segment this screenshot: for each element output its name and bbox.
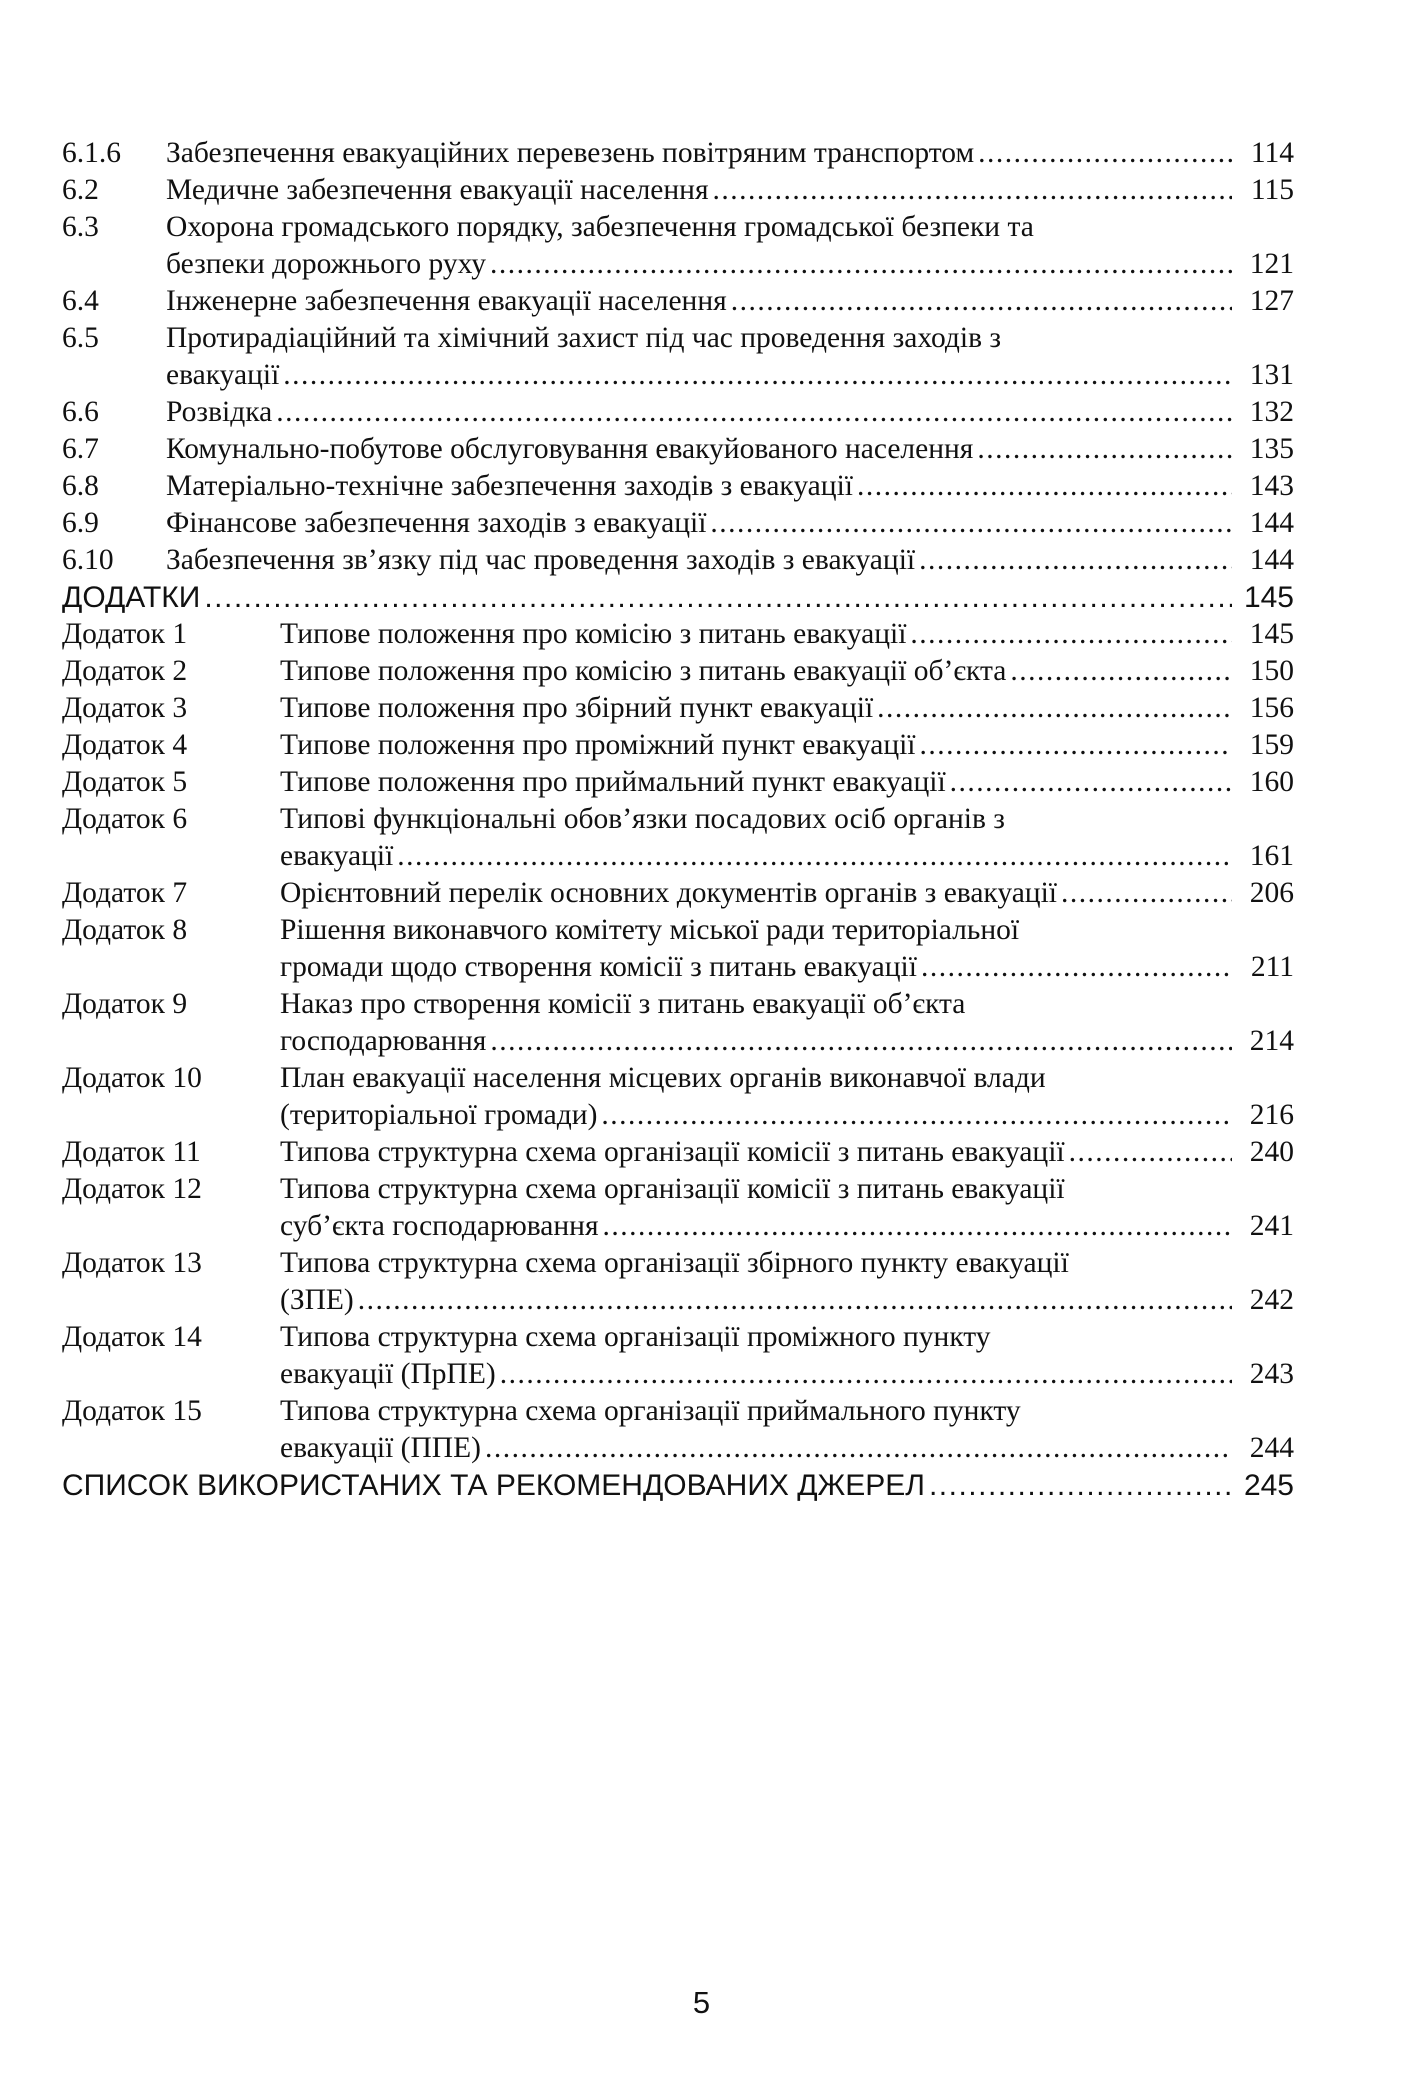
- toc-entry: [62, 505, 1294, 542]
- toc-entry-title: Наказ про створення комісії з питань евакуації об’єкта: [280, 988, 966, 1020]
- toc-entry-title: Типова структурна схема організації комісії з питань евакуації: [280, 1136, 1065, 1168]
- dot-leader: [919, 542, 1232, 579]
- dot-leader: [485, 1430, 1232, 1467]
- toc-entry-line: [62, 1356, 1294, 1393]
- toc-entry-line: [62, 727, 1294, 764]
- toc-entry: [62, 1393, 1294, 1467]
- toc-entry-number: Додаток 7: [62, 877, 188, 909]
- toc-entry-line: [62, 172, 1294, 209]
- toc-entry-line: [62, 1023, 1294, 1060]
- dot-leader: [283, 357, 1232, 394]
- dot-leader: [204, 579, 1232, 616]
- toc-entry-line: [62, 764, 1294, 801]
- toc-entry: [62, 468, 1294, 505]
- toc-entry-title: Інженерне забезпечення евакуації населення: [166, 285, 727, 317]
- toc-entry-number: 6.3: [62, 211, 99, 243]
- toc-entry-line: [62, 1393, 1294, 1430]
- toc-entry-number: Додаток 2: [62, 655, 188, 687]
- toc-entry-line: [62, 468, 1294, 505]
- toc-entry-page: 121: [1249, 248, 1294, 280]
- toc-entry-title: Матеріально-технічне забезпечення заходів з евакуації: [166, 470, 853, 502]
- dot-leader: [929, 1467, 1232, 1504]
- toc-entry-line: [62, 1430, 1294, 1467]
- dot-leader: [977, 431, 1232, 468]
- toc-entry: [62, 283, 1294, 320]
- toc-entry-number: Додаток 9: [62, 988, 188, 1020]
- toc-entry-title: (територіальної громади): [280, 1099, 598, 1131]
- toc-entry-number: Додаток 12: [62, 1173, 202, 1205]
- dot-leader: [910, 616, 1232, 653]
- page-number: 5: [692, 1985, 711, 2020]
- toc-entry-number: 6.6: [62, 396, 99, 428]
- toc-entry-title: евакуації: [166, 359, 280, 391]
- toc-entry-page: 161: [1249, 840, 1294, 872]
- dot-leader: [1069, 1134, 1232, 1171]
- toc-entry-title: Розвідка: [166, 396, 273, 428]
- toc-entry-title: громади щодо створення комісії з питань евакуації: [280, 951, 917, 983]
- toc-entry-line: [62, 579, 1294, 616]
- toc-entry-title: Протирадіаційний та хімічний захист під час проведення заходів з: [166, 322, 1002, 354]
- dot-leader: [397, 838, 1232, 875]
- toc-entry: [62, 764, 1294, 801]
- toc-entry-title: Типове положення про комісію з питань евакуації об’єкта: [280, 655, 1007, 687]
- toc-entry-page: 211: [1250, 951, 1294, 983]
- toc-entry-title: Комунально-побутове обслуговування евакуйованого населення: [166, 433, 974, 465]
- toc-entry-number: 6.7: [62, 433, 99, 465]
- toc-entry: [62, 135, 1294, 172]
- toc-entry: [62, 209, 1294, 283]
- toc-entry: [62, 579, 1294, 616]
- toc-entry-title: Охорона громадського порядку, забезпечення громадської безпеки та: [166, 211, 1034, 243]
- toc-entry: [62, 801, 1294, 875]
- toc-entry-number: 6.8: [62, 470, 99, 502]
- toc-entry-line: [62, 616, 1294, 653]
- toc-entry-line: [62, 1208, 1294, 1245]
- toc-entry-line: [62, 690, 1294, 727]
- toc-entry-title: СПИСОК ВИКОРИСТАНИХ ТА РЕКОМЕНДОВАНИХ ДЖЕРЕЛ: [62, 1469, 925, 1502]
- toc-entry-page: 245: [1243, 1469, 1294, 1502]
- toc-entry-line: [62, 209, 1294, 246]
- toc-entry-page: 131: [1249, 359, 1294, 391]
- toc-entry: [62, 1171, 1294, 1245]
- toc-entry-title: Медичне забезпечення евакуації населення: [166, 174, 709, 206]
- toc-entry-line: [62, 1097, 1294, 1134]
- toc-entry-page: 241: [1249, 1210, 1294, 1242]
- toc-entry-line: [62, 357, 1294, 394]
- toc-entry-number: Додаток 3: [62, 692, 188, 724]
- toc-entry-line: [62, 875, 1294, 912]
- dot-leader: [713, 172, 1232, 209]
- toc-entry-line: [62, 542, 1294, 579]
- toc-entry: [62, 727, 1294, 764]
- toc-entry-line: [62, 505, 1294, 542]
- toc-entry-page: 145: [1243, 581, 1294, 614]
- toc-entry: [62, 394, 1294, 431]
- toc-entry-title: Типове положення про збірний пункт евакуації: [280, 692, 874, 724]
- toc-entry-title: Типове положення про проміжний пункт евакуації: [280, 729, 916, 761]
- toc-entry-line: [62, 283, 1294, 320]
- toc-entry-number: 6.5: [62, 322, 99, 354]
- toc-entry-number: 6.1.6: [62, 137, 121, 169]
- toc-entry: [62, 172, 1294, 209]
- dot-leader: [358, 1282, 1232, 1319]
- toc-entry-title: безпеки дорожнього руху: [166, 248, 486, 280]
- toc-entry: [62, 1245, 1294, 1319]
- toc-entry-line: [62, 320, 1294, 357]
- toc-entry-title: Рішення виконавчого комітету міської ради територіальної: [280, 914, 1020, 946]
- toc-entry-line: [62, 949, 1294, 986]
- toc-entry-page: 156: [1249, 692, 1294, 724]
- toc-entry-title: суб’єкта господарювання: [280, 1210, 599, 1242]
- toc-entry-title: Типова структурна схема організації приймального пункту: [280, 1395, 1021, 1427]
- toc-entry-page: 145: [1249, 618, 1294, 650]
- dot-leader: [601, 1097, 1232, 1134]
- toc-entry-page: 143: [1249, 470, 1294, 502]
- dot-leader: [877, 690, 1232, 727]
- toc-entry-title: Орієнтовний перелік основних документів органів з евакуації: [280, 877, 1057, 909]
- toc-entry-line: [62, 801, 1294, 838]
- toc-entry: [62, 1319, 1294, 1393]
- toc-entry-number: Додаток 6: [62, 803, 188, 835]
- toc-entry-page: 144: [1249, 507, 1294, 539]
- dot-leader: [710, 505, 1232, 542]
- toc-entry-number: 6.9: [62, 507, 99, 539]
- dot-leader: [500, 1356, 1232, 1393]
- dot-leader: [490, 1023, 1232, 1060]
- toc-entry-line: [62, 431, 1294, 468]
- toc-entry-page: 206: [1249, 877, 1294, 909]
- toc-entry-number: 6.2: [62, 174, 99, 206]
- toc-entry-page: 244: [1249, 1432, 1294, 1464]
- toc-entry-number: Додаток 10: [62, 1062, 202, 1094]
- toc-entry-title: евакуації: [280, 840, 394, 872]
- toc-entry: [62, 690, 1294, 727]
- toc-entry-line: [62, 838, 1294, 875]
- toc-entry: [62, 1060, 1294, 1134]
- toc-entry-title: господарювання: [280, 1025, 487, 1057]
- dot-leader: [276, 394, 1232, 431]
- toc-entry-page: 127: [1249, 285, 1294, 317]
- toc-entry: [62, 616, 1294, 653]
- toc-entry-line: [62, 1467, 1294, 1504]
- toc-entry-title: Фінансове забезпечення заходів з евакуації: [166, 507, 707, 539]
- toc-entry-page: 243: [1249, 1358, 1294, 1390]
- toc-entry-line: [62, 1319, 1294, 1356]
- toc-entry-number: Додаток 11: [62, 1136, 201, 1168]
- toc-entry-title: Типові функціональні обов’язки посадових осіб органів з: [280, 803, 1005, 835]
- toc-entry-title: Типове положення про комісію з питань евакуації: [280, 618, 907, 650]
- toc-entry-page: 159: [1249, 729, 1294, 761]
- toc-entry-page: 160: [1249, 766, 1294, 798]
- toc-entry-number: Додаток 15: [62, 1395, 202, 1427]
- toc-entry-line: [62, 394, 1294, 431]
- dot-leader: [490, 246, 1232, 283]
- toc-entry-line: [62, 1282, 1294, 1319]
- toc-entry: [62, 1467, 1294, 1504]
- toc-entry-number: Додаток 4: [62, 729, 188, 761]
- toc-entry-title: Типова структурна схема організації проміжного пункту: [280, 1321, 991, 1353]
- toc-entry: [62, 542, 1294, 579]
- toc-entry-title: Типове положення про приймальний пункт евакуації: [280, 766, 946, 798]
- toc-entry-page: 144: [1249, 544, 1294, 576]
- dot-leader: [1010, 653, 1232, 690]
- toc-entry-line: [62, 246, 1294, 283]
- toc-entry-page: 150: [1249, 655, 1294, 687]
- toc-entry-line: [62, 1060, 1294, 1097]
- toc-entry: [62, 1134, 1294, 1171]
- toc-entry-page: 214: [1249, 1025, 1294, 1057]
- dot-leader: [920, 727, 1232, 764]
- dot-leader: [978, 135, 1232, 172]
- toc-entry-page: 135: [1249, 433, 1294, 465]
- toc-entry-number: Додаток 13: [62, 1247, 202, 1279]
- toc-entry-page: 216: [1249, 1099, 1294, 1131]
- toc-entry-title: евакуації (ППЕ): [280, 1432, 481, 1464]
- dot-leader: [857, 468, 1232, 505]
- toc-entry-line: [62, 653, 1294, 690]
- toc-entry-number: Додаток 1: [62, 618, 188, 650]
- toc-entry-title: Типова структурна схема організації комісії з питань евакуації: [280, 1173, 1065, 1205]
- toc-entry-number: Додаток 14: [62, 1321, 202, 1353]
- toc-entry: [62, 986, 1294, 1060]
- toc-entry-page: 115: [1250, 174, 1294, 206]
- toc-entry-line: [62, 1134, 1294, 1171]
- toc-entry-page: 132: [1249, 396, 1294, 428]
- toc-entry-title: Типова структурна схема організації збірного пункту евакуації: [280, 1247, 1069, 1279]
- toc-entry: [62, 431, 1294, 468]
- dot-leader: [603, 1208, 1232, 1245]
- dot-leader: [731, 283, 1232, 320]
- dot-leader: [1061, 875, 1232, 912]
- dot-leader: [921, 949, 1232, 986]
- toc-entry-page: 242: [1249, 1284, 1294, 1316]
- toc-entry-title: евакуації (ПрПЕ): [280, 1358, 496, 1390]
- toc-entry-line: [62, 912, 1294, 949]
- dot-leader: [950, 764, 1232, 801]
- toc-entry-title: Забезпечення зв’язку під час проведення заходів з евакуації: [166, 544, 916, 576]
- toc-entry-title: ДОДАТКИ: [62, 581, 201, 614]
- toc-entry-line: [62, 1245, 1294, 1282]
- toc-entry-line: [62, 986, 1294, 1023]
- toc-entry-title: (ЗПЕ): [280, 1284, 354, 1316]
- toc-entry: [62, 653, 1294, 690]
- toc-entry: [62, 320, 1294, 394]
- toc-entry-number: Додаток 5: [62, 766, 188, 798]
- toc-entry-number: 6.10: [62, 544, 114, 576]
- toc-entry-title: Забезпечення евакуаційних перевезень повітряним транспортом: [166, 137, 975, 169]
- toc-entry-page: 114: [1250, 137, 1294, 169]
- toc-entry-number: 6.4: [62, 285, 99, 317]
- toc-entry-line: [62, 1171, 1294, 1208]
- toc-entry: [62, 875, 1294, 912]
- toc-entry-page: 240: [1249, 1136, 1294, 1168]
- toc-entry-title: План евакуації населення місцевих органів виконавчої влади: [280, 1062, 1046, 1094]
- toc-entry-line: [62, 135, 1294, 172]
- toc-entry: [62, 912, 1294, 986]
- toc-entry-number: Додаток 8: [62, 914, 188, 946]
